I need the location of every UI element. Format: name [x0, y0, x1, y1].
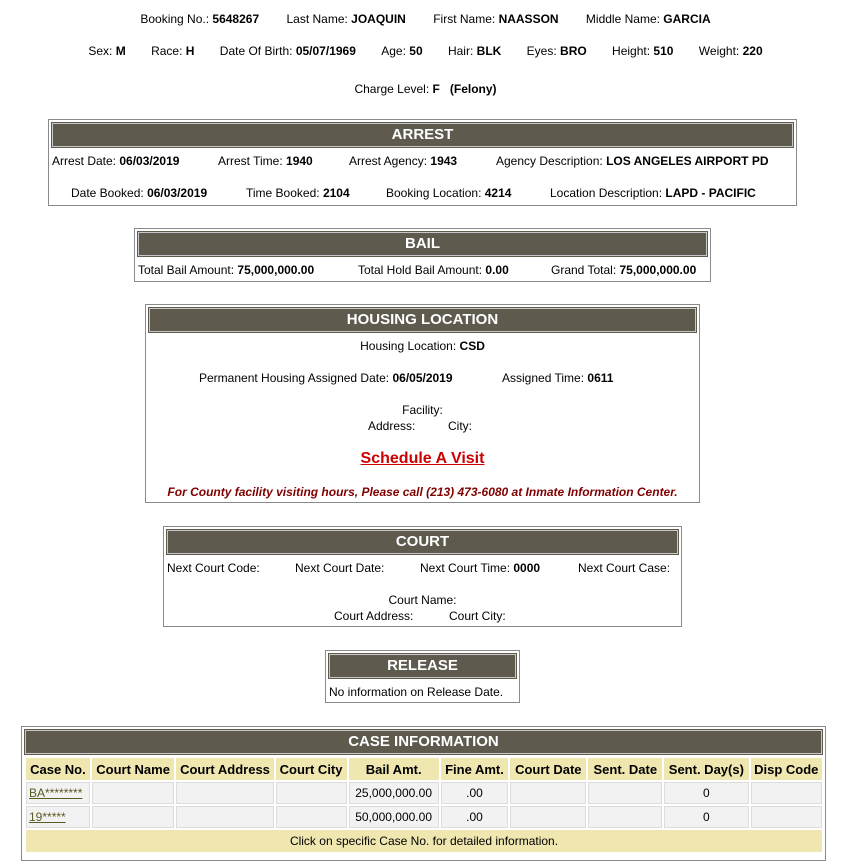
- date-booked-value: 06/03/2019: [147, 186, 208, 200]
- sent-date-cell: [588, 806, 662, 828]
- total-bail-label: Total Bail Amount:: [138, 263, 235, 277]
- court-header: COURT: [167, 530, 678, 554]
- total-hold-bail-value: 0.00: [485, 263, 509, 277]
- release-info: No information on Release Date.: [329, 685, 504, 699]
- dob-label: Date Of Birth:: [219, 44, 293, 58]
- assigned-time-label: Assigned Time:: [502, 371, 585, 385]
- arrest-date: [52, 154, 179, 168]
- next-court-date-label: Next Court Date:: [295, 561, 385, 575]
- booking-location-value: 4214: [484, 186, 512, 200]
- height-label: Height:: [612, 44, 651, 58]
- bail-amt-cell: 25,000,000.00: [349, 782, 439, 804]
- agency-description-label: Agency Description:: [496, 154, 603, 168]
- col-court-name: Court Name: [92, 758, 175, 780]
- housing-header: HOUSING LOCATION: [149, 308, 696, 332]
- eyes-value: BRO: [560, 44, 587, 58]
- case-no-cell: [26, 806, 90, 828]
- hair-value: BLK: [476, 44, 502, 58]
- total-hold-bail: [358, 263, 509, 277]
- court-name-cell: [92, 806, 175, 828]
- col-bail-amt: Bail Amt.: [349, 758, 439, 780]
- fine-amt-cell: .00: [441, 806, 509, 828]
- case-table: [24, 756, 824, 854]
- arrest-agency-label: Arrest Agency:: [349, 154, 428, 168]
- time-booked-value: 2104: [322, 186, 350, 200]
- charge-level-row: [0, 82, 851, 96]
- grand-total-value: 75,000,000.00: [619, 263, 697, 277]
- first-name-value: NAASSON: [498, 12, 559, 26]
- schedule-visit-link[interactable]: Schedule A Visit: [360, 450, 485, 467]
- arrest-section: [48, 119, 797, 206]
- location-description-value: LAPD - PACIFIC: [665, 186, 756, 200]
- date-booked: [71, 186, 207, 200]
- next-court-time-value: 0000: [513, 561, 541, 575]
- weight-label: Weight:: [698, 44, 740, 58]
- court-address-label: Court Address:: [334, 609, 414, 623]
- case-information-header: CASE INFORMATION: [25, 730, 822, 754]
- charge-level-desc: (Felony): [449, 82, 497, 96]
- permanent-housing-date-value: 06/05/2019: [392, 371, 453, 385]
- agency-description-value: LOS ANGELES AIRPORT PD: [606, 154, 769, 168]
- booking-no-label: Booking No.:: [140, 12, 210, 26]
- race-label: Race:: [151, 44, 183, 58]
- city-label: City:: [448, 419, 472, 433]
- col-fine-amt: Fine Amt.: [441, 758, 509, 780]
- court-city-cell: [276, 806, 347, 828]
- charge-level-value: F: [432, 82, 440, 96]
- assigned-time: [502, 371, 613, 385]
- total-bail-value: 75,000,000.00: [237, 263, 315, 277]
- fine-amt-cell: .00: [441, 782, 509, 804]
- release-section: [325, 650, 520, 703]
- time-booked: [246, 186, 350, 200]
- first-name-label: First Name:: [433, 12, 496, 26]
- arrest-time: [218, 154, 313, 168]
- next-court-code-label: Next Court Code:: [167, 561, 260, 575]
- last-name-label: Last Name:: [286, 12, 348, 26]
- arrest-time-value: 1940: [286, 154, 313, 168]
- next-court-time-label: Next Court Time:: [420, 561, 511, 575]
- middle-name-label: Middle Name:: [585, 12, 660, 26]
- height-value: 510: [653, 44, 674, 58]
- age-value: 50: [409, 44, 423, 58]
- disp-code-cell: [751, 782, 822, 804]
- col-disp-code: Disp Code: [751, 758, 822, 780]
- location-description-label: Location Description:: [550, 186, 663, 200]
- dob-value: 05/07/1969: [295, 44, 356, 58]
- arrest-agency-value: 1943: [430, 154, 458, 168]
- agency-description: [496, 154, 769, 168]
- sent-date-cell: [588, 782, 662, 804]
- grand-total-label: Grand Total:: [551, 263, 617, 277]
- weight-value: 220: [742, 44, 763, 58]
- case-no-cell: [26, 782, 90, 804]
- middle-name-value: GARCIA: [663, 12, 711, 26]
- case-no-link[interactable]: 19*****: [29, 810, 66, 824]
- court-city-label: Court City:: [449, 609, 506, 623]
- location-description: [550, 186, 756, 200]
- court-address-cell: [176, 782, 273, 804]
- bail-section: [134, 228, 711, 282]
- col-sent-days: Sent. Day(s): [664, 758, 748, 780]
- arrest-date-label: Arrest Date:: [52, 154, 117, 168]
- person-row-1: [0, 12, 851, 26]
- assigned-time-value: 0611: [587, 371, 614, 385]
- sent-days-cell: 0: [664, 806, 748, 828]
- case-table-footer-row: [26, 830, 822, 852]
- visiting-hours-note: For County facility visiting hours, Please call (213) 473-6080 at Inmate Information Center.: [167, 485, 678, 499]
- court-date-cell: [510, 782, 586, 804]
- sex-label: Sex:: [88, 44, 113, 58]
- grand-total: [551, 263, 696, 277]
- table-row: [26, 782, 822, 804]
- permanent-housing-date: [199, 371, 453, 385]
- arrest-time-label: Arrest Time:: [218, 154, 283, 168]
- person-row-2: [0, 44, 851, 58]
- col-case-no: Case No.: [26, 758, 90, 780]
- sent-days-cell: 0: [664, 782, 748, 804]
- next-court-case-label: Next Court Case:: [578, 561, 671, 575]
- booking-location: [386, 186, 511, 200]
- arrest-date-value: 06/03/2019: [119, 154, 180, 168]
- bail-header: BAIL: [138, 232, 707, 256]
- age-label: Age:: [381, 44, 406, 58]
- court-city-cell: [276, 782, 347, 804]
- court-section: [163, 526, 682, 627]
- total-bail: [138, 263, 314, 277]
- release-header: RELEASE: [329, 654, 516, 678]
- date-booked-label: Date Booked:: [71, 186, 144, 200]
- disp-code-cell: [751, 806, 822, 828]
- time-booked-label: Time Booked:: [246, 186, 320, 200]
- sex-value: M: [115, 44, 126, 58]
- housing-section: [145, 304, 700, 503]
- arrest-header: ARREST: [52, 123, 793, 147]
- permanent-housing-date-label: Permanent Housing Assigned Date:: [199, 371, 390, 385]
- col-court-city: Court City: [276, 758, 347, 780]
- arrest-agency: [349, 154, 457, 168]
- charge-level-label: Charge Level:: [354, 82, 430, 96]
- booking-no-value: 5648267: [212, 12, 260, 26]
- col-sent-date: Sent. Date: [588, 758, 662, 780]
- col-court-address: Court Address: [176, 758, 273, 780]
- race-value: H: [185, 44, 195, 58]
- total-hold-bail-label: Total Hold Bail Amount:: [358, 263, 483, 277]
- housing-location-label: Housing Location:: [360, 339, 457, 353]
- col-court-date: Court Date: [510, 758, 586, 780]
- case-table-footer: Click on specific Case No. for detailed information.: [26, 830, 822, 852]
- booking-location-label: Booking Location:: [386, 186, 482, 200]
- case-table-header-row: [26, 758, 822, 780]
- case-no-link[interactable]: BA********: [29, 786, 83, 800]
- facility-label: Facility:: [402, 403, 443, 417]
- housing-location-value: CSD: [459, 339, 485, 353]
- court-name-cell: [92, 782, 175, 804]
- address-label: Address:: [368, 419, 416, 433]
- eyes-label: Eyes:: [526, 44, 557, 58]
- housing-location: [146, 339, 699, 353]
- bail-amt-cell: 50,000,000.00: [349, 806, 439, 828]
- next-court-time: [420, 561, 540, 575]
- last-name-value: JOAQUIN: [351, 12, 406, 26]
- hair-label: Hair:: [447, 44, 474, 58]
- court-address-cell: [176, 806, 273, 828]
- court-name-label: Court Name:: [388, 593, 457, 607]
- court-date-cell: [510, 806, 586, 828]
- table-row: [26, 806, 822, 828]
